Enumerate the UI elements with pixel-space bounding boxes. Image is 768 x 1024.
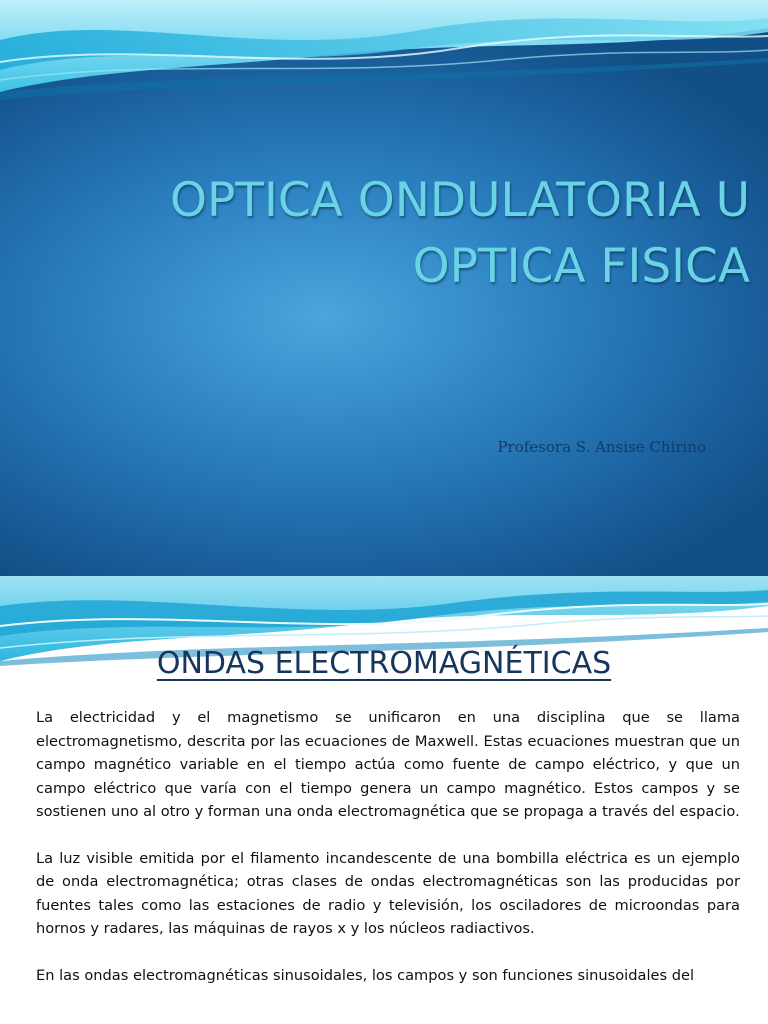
paragraph-2: La luz visible emitida por el filamento incandescente de una bombilla eléctrica es un ejemplo de onda electromagnética; otras clases de ondas electromagnéticas son las producidas por fuentes tales como las estaciones de radio y televisión, los osciladores de microondas para hornos y radares, las máquinas de rayos x y los núcleos radiactivos. [36,849,740,937]
heading-text: ONDAS ELECTROMAGNÉTICAS [156,646,612,681]
content-slide [0,576,768,1024]
body-text [36,706,740,1010]
wave-decoration-top [0,0,768,100]
slide-heading [0,646,768,681]
paragraph-1: La electricidad y el magnetismo se unificaron en una disciplina que se llama electromagnetismo, descrita por las ecuaciones de Maxwell. Estas ecuaciones muestran que un campo magnético variable en el tiempo actúa como fuente de campo eléctrico, y que un campo eléctrico que varía con el tiempo genera un campo magnético. Estos campos y se sostienen uno al otro y forman una onda electromagnética que se propaga a través del espacio. [36,709,740,820]
slide-title: OPTICA ONDULATORIA U OPTICA FISICA [169,173,750,294]
paragraph-3: En las ondas electromagnéticas sinusoidales, los campos y son funciones sinusoidales del [36,966,695,984]
author-name: Profesora S. Ansise Chirino [497,438,706,456]
